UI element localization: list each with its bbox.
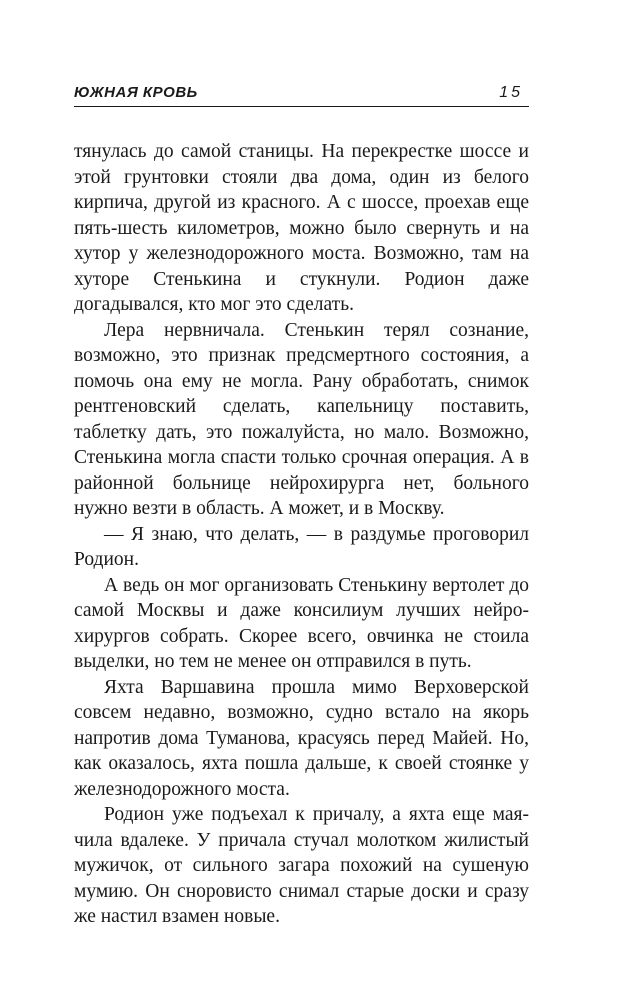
paragraph-6: Родион уже подъехал к причалу, а яхта еще маячила вдалеке. У причала стучал молотком жилистый мужичок, от сильного загара похожий на сушеную мумию. Он сноровисто снимал старые доски и сразу же настил взамен новые. (74, 804, 529, 927)
running-title: ЮЖНАЯ КРОВЬ (74, 84, 198, 101)
body-text (74, 139, 529, 930)
paragraph-3: — Я знаю, что делать, — в раздумье проговорил Родион. (74, 523, 529, 570)
paragraph-2: Лера нервничала. Стенькин терял сознание, возможно, это признак предсмертного состояния, а помочь она ему не могла. Рану обработать, снимок рентгеновский сделать, капельницу поставить, таблетку дать, это пожалуйста, но мало. Возможно, Стенькина могла спасти только срочная операция. А в районной больнице нейрохирурга нет, больного нужно везти в область. А может, и в Москву. (74, 319, 529, 519)
paragraph-4: А ведь он мог организовать Стенькину вертолет до самой Москвы и даже консилиум лучших нейрохирургов собрать. Скорее всего, овчинка не стоила выделки, но тем не менее он отправился в путь. (74, 574, 529, 672)
running-head (74, 84, 529, 110)
paragraph-5: Яхта Варшавина прошла мимо Верховерской совсем недавно, возможно, судно встало на якорь напротив дома Туманова, красуясь перед Майей. Но, как оказалось, яхта пошла дальше, к своей стоянке у железнодорожного моста. (74, 676, 529, 800)
header-rule (74, 106, 529, 107)
page-number: 15 (499, 84, 523, 101)
paragraph-1: тянулась до самой станицы. На перекрестке шоссе и этой грунтовки стояли два дома, один из белого кирпича, другой из красного. А с шоссе, проехав еще пять-шесть километров, можно было свернуть и на хутор у железнодорожного моста. Возможно, там на хуторе Стенькина и стукнули. Родион даже догадывался, кто мог это сделать. (74, 141, 529, 315)
